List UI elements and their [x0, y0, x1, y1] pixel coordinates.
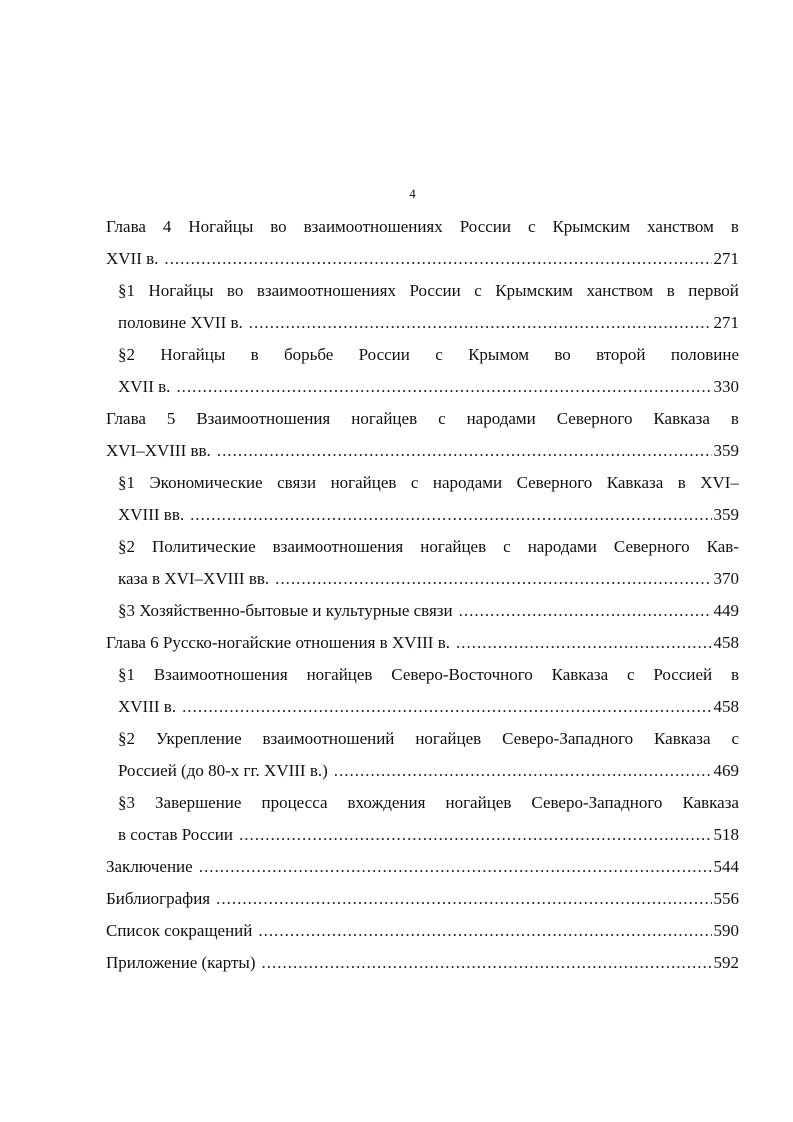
title-word: во — [226, 281, 244, 300]
toc-section-page-number: 469 — [713, 761, 739, 780]
dot-leader — [275, 566, 711, 592]
toc-chapter-leader-line — [106, 886, 739, 912]
title-word: XVI– — [700, 473, 739, 492]
toc-section-first-line — [118, 662, 739, 688]
title-word: Кавказа — [551, 665, 609, 684]
title-word: ханством — [586, 281, 654, 300]
title-word: в — [730, 217, 739, 236]
title-word: Ногайцы — [188, 217, 254, 236]
toc-chapter-page-number: 544 — [713, 857, 739, 876]
toc-section-first-line — [118, 534, 739, 560]
dot-leader — [182, 694, 711, 720]
dot-leader — [459, 598, 712, 624]
toc-section-page-number: 330 — [713, 377, 739, 396]
title-word: взаимоотношениях — [256, 281, 396, 300]
title-word: Глава — [106, 217, 146, 236]
title-word: половине — [670, 345, 739, 364]
toc-chapter-leader-line — [106, 438, 739, 464]
title-word: в — [666, 281, 675, 300]
toc-section-leader-line — [118, 310, 739, 336]
toc-section-leader-line — [118, 694, 739, 720]
title-word: с — [474, 281, 482, 300]
title-word: §2 — [118, 537, 135, 556]
title-word: Укрепление — [155, 729, 242, 748]
dot-leader — [456, 630, 712, 656]
toc-section-page-number: 518 — [713, 825, 739, 844]
toc-chapter-title-tail: Список сокращений — [106, 921, 253, 940]
toc-section-page-number: 370 — [713, 569, 739, 588]
title-word: Взаимоотношения — [196, 409, 331, 428]
dot-leader — [164, 246, 711, 272]
title-word: Северного — [516, 473, 593, 492]
title-word: Кав- — [706, 537, 739, 556]
title-word: Россией — [653, 665, 713, 684]
title-word: ногайцев — [306, 665, 373, 684]
toc-section-first-line — [118, 470, 739, 496]
title-word: Глава — [106, 409, 146, 428]
title-word: §1 — [118, 665, 135, 684]
toc-section-first-line — [118, 342, 739, 368]
title-word: §3 — [118, 793, 135, 812]
title-word: Крымским — [552, 217, 631, 236]
title-word: ногайцев — [351, 409, 418, 428]
toc-chapter-title-tail: Приложение (карты) — [106, 953, 256, 972]
title-word: второй — [596, 345, 646, 364]
title-word: Северо-Западного — [531, 793, 663, 812]
title-word: с — [438, 409, 446, 428]
toc-section-first-line — [118, 790, 739, 816]
toc-section-page-number: 449 — [713, 601, 739, 620]
dot-leader — [239, 822, 712, 848]
toc-section-title-tail: §3 Хозяйственно-бытовые и культурные связи — [118, 601, 453, 620]
title-word: Политические — [152, 537, 256, 556]
toc-section-page-number: 458 — [713, 697, 739, 716]
toc-section-title-tail: в состав России — [118, 825, 233, 844]
title-word: Кавказа — [654, 729, 711, 748]
toc-section-leader-line — [118, 598, 739, 624]
title-word: с — [626, 665, 635, 684]
dot-leader — [199, 854, 712, 880]
toc-chapter-title-tail: XVI–XVIII вв. — [106, 441, 211, 460]
toc-chapter-first-line — [106, 406, 739, 432]
title-word: §1 — [118, 281, 135, 300]
title-word: ханством — [647, 217, 714, 236]
title-word: Северного — [613, 537, 690, 556]
title-word: народами — [527, 537, 597, 556]
toc-section-title-tail: XVII в. — [118, 377, 171, 396]
dot-leader — [190, 502, 711, 528]
toc-section-first-line — [118, 726, 739, 752]
title-word: Экономические — [149, 473, 263, 492]
toc-chapter-leader-line — [106, 246, 739, 272]
title-word: с — [503, 537, 511, 556]
title-word: в — [250, 345, 259, 364]
title-word: в — [677, 473, 686, 492]
toc-chapter-page-number: 590 — [713, 921, 739, 940]
title-word: §1 — [118, 473, 135, 492]
title-word: Крымским — [495, 281, 573, 300]
title-word: Северо-Западного — [502, 729, 634, 748]
page-number: 4 — [409, 186, 416, 201]
toc-section-title-tail: половине XVII в. — [118, 313, 243, 332]
toc-section-title-tail: каза в XVI–XVIII вв. — [118, 569, 270, 588]
toc-chapter-page-number: 359 — [713, 441, 739, 460]
title-word: Ногайцы — [160, 345, 226, 364]
title-word: процесса — [261, 793, 328, 812]
toc-section-first-line — [118, 278, 739, 304]
title-word: в — [730, 665, 739, 684]
title-word: §2 — [118, 345, 135, 364]
dot-leader — [262, 950, 712, 976]
title-word: Ногайцы — [148, 281, 214, 300]
toc-chapter-title-tail: Заключение — [106, 857, 193, 876]
title-word: 5 — [166, 409, 176, 428]
toc-chapter-title-tail: Библиография — [106, 889, 211, 908]
toc-chapter-page-number: 556 — [713, 889, 739, 908]
title-word: с — [410, 473, 419, 492]
title-word: ногайцев — [330, 473, 397, 492]
toc-section-leader-line — [118, 566, 739, 592]
title-word: Северного — [556, 409, 633, 428]
dot-leader — [258, 918, 711, 944]
dot-leader — [217, 438, 712, 464]
title-word: Крымом — [468, 345, 530, 364]
title-word: Кавказа — [606, 473, 664, 492]
title-word: во — [270, 217, 287, 236]
toc-section-title-tail: XVIII вв. — [118, 505, 185, 524]
title-word: борьбе — [283, 345, 334, 364]
toc-section-leader-line — [118, 374, 739, 400]
title-word: Кавказа — [682, 793, 739, 812]
title-word: связи — [277, 473, 317, 492]
dot-leader — [249, 310, 712, 336]
toc-chapter-title-tail: XVII в. — [106, 249, 159, 268]
toc-section-leader-line — [118, 822, 739, 848]
title-word: России — [459, 217, 511, 236]
title-word: ногайцев — [420, 537, 487, 556]
title-word: Северо-Восточного — [391, 665, 533, 684]
title-word: Кавказа — [653, 409, 710, 428]
title-word: вхождения — [347, 793, 426, 812]
toc-chapter-leader-line — [106, 950, 739, 976]
title-word: взаимоотношения — [272, 537, 404, 556]
title-word: с — [435, 345, 443, 364]
dot-leader — [176, 374, 711, 400]
toc-chapter-leader-line — [106, 854, 739, 880]
title-word: России — [409, 281, 461, 300]
toc-chapter-title-tail: Глава 6 Русско-ногайские отношения в XVIII в. — [106, 633, 450, 652]
title-word: в — [730, 409, 739, 428]
title-word: народами — [466, 409, 536, 428]
toc-section-leader-line — [118, 758, 739, 784]
toc-chapter-page-number: 458 — [713, 633, 739, 652]
toc-chapter-page-number: 592 — [713, 953, 739, 972]
title-word: взаимоотношениях — [303, 217, 443, 236]
title-word: Взаимоотношения — [153, 665, 288, 684]
toc-chapter-leader-line — [106, 630, 739, 656]
dot-leader — [334, 758, 712, 784]
toc-section-page-number: 271 — [713, 313, 739, 332]
title-word: ногайцев — [415, 729, 482, 748]
toc-chapter-page-number: 271 — [713, 249, 739, 268]
title-word: ногайцев — [445, 793, 512, 812]
title-word: России — [358, 345, 410, 364]
title-word: §2 — [118, 729, 135, 748]
dot-leader — [216, 886, 711, 912]
toc-chapter-leader-line — [106, 918, 739, 944]
title-word: с — [731, 729, 739, 748]
title-word: взаимоотношений — [262, 729, 395, 748]
title-word: 4 — [162, 217, 172, 236]
title-word: первой — [688, 281, 739, 300]
toc-section-title-tail: Россией (до 80-х гг. XVIII в.) — [118, 761, 328, 780]
title-word: народами — [432, 473, 503, 492]
toc-chapter-first-line — [106, 214, 739, 240]
title-word: Завершение — [155, 793, 242, 812]
toc-section-page-number: 359 — [713, 505, 739, 524]
toc-section-leader-line — [118, 502, 739, 528]
title-word: с — [527, 217, 536, 236]
toc-section-title-tail: XVIII в. — [118, 697, 177, 716]
title-word: во — [554, 345, 571, 364]
